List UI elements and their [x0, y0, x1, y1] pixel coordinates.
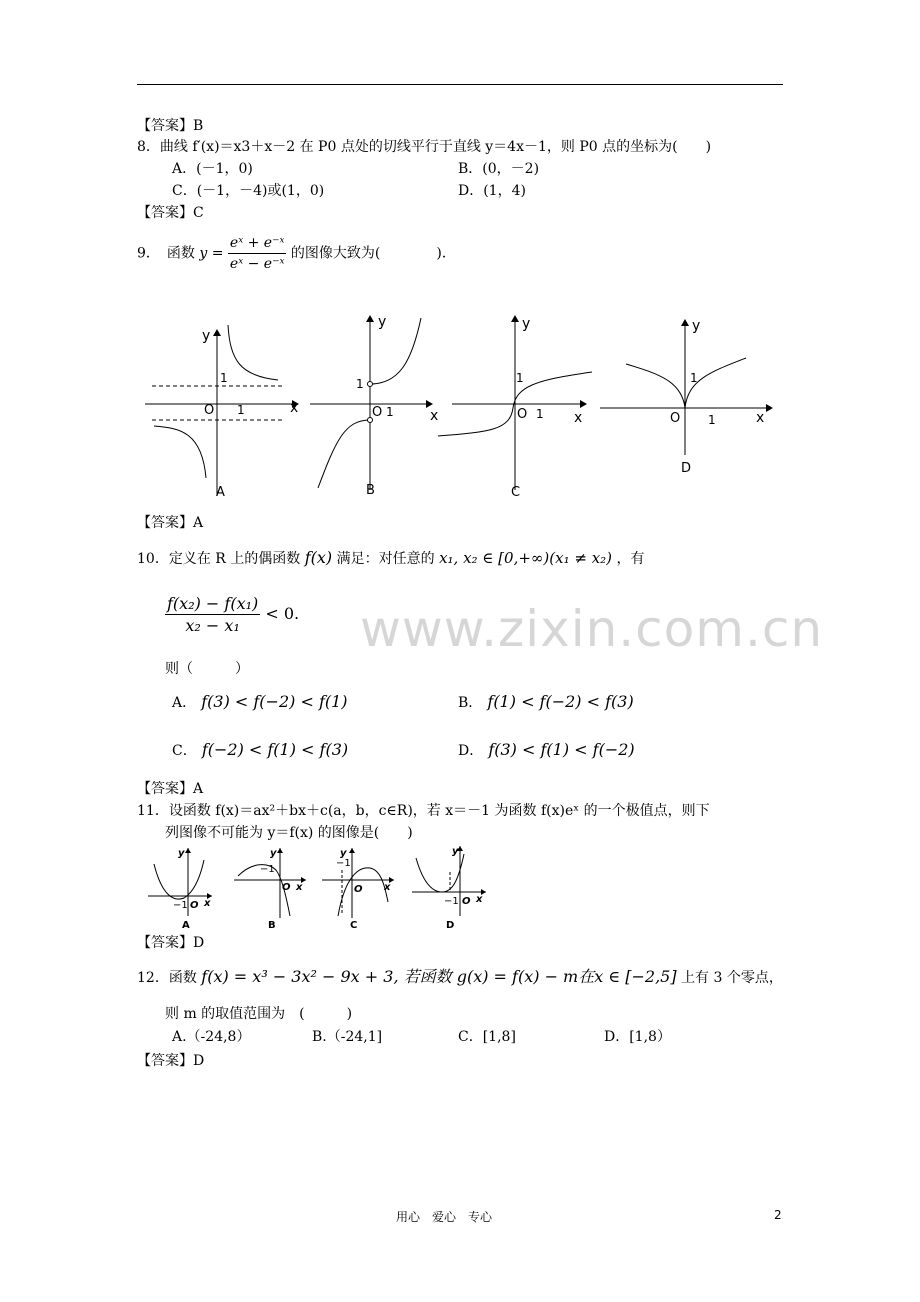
svg-text:x: x	[476, 894, 483, 905]
question-12-suffix: 上有 3 个零点，	[681, 970, 783, 986]
svg-text:O: O	[517, 407, 528, 422]
q11-graph-d-label: D	[446, 920, 455, 931]
graph-a	[145, 325, 298, 500]
svg-text:x: x	[384, 882, 391, 893]
graph-b	[310, 314, 438, 498]
question-10-stem-a: 10．定义在 R 上的偶函数	[137, 551, 301, 567]
svg-text:y: y	[340, 848, 347, 859]
question-9-graphs	[140, 310, 780, 505]
answer-10: 【答案】A	[137, 781, 204, 797]
q11-graph-b	[234, 848, 306, 931]
question-12-line-1	[137, 964, 783, 987]
question-10-numerator: f(x₂) − f(x₁)	[167, 594, 259, 613]
graph-c-label: C	[511, 485, 521, 500]
svg-text:y: y	[522, 316, 531, 332]
question-12-option-d: D．[1,8）	[604, 1029, 671, 1045]
svg-text:−1: −1	[260, 864, 275, 875]
graph-d	[600, 318, 772, 476]
question-10-stem	[137, 548, 644, 568]
question-8-option-b: B．(0，－2)	[458, 161, 540, 177]
q11-graph-c-label: C	[350, 920, 358, 931]
q11-graph-a-label: A	[182, 920, 190, 931]
question-12-prefix: 12．函数	[137, 970, 197, 986]
question-12-line-2: 则 m 的取值范围为 ( )	[165, 1006, 353, 1022]
question-12-expression: f(x) = x³ − 3x² − 9x + 3, 若函数 g(x) = f(x) − m在x ∈ [−2,5]	[201, 967, 677, 986]
svg-text:−1: −1	[173, 900, 188, 911]
svg-text:y: y	[378, 314, 387, 330]
svg-text:O: O	[190, 900, 199, 911]
question-10-option-d-label: D．	[458, 743, 484, 759]
svg-text:1: 1	[690, 371, 698, 385]
question-10-ineq: < 0	[265, 604, 295, 623]
q11-graph-d	[412, 846, 486, 931]
svg-text:1: 1	[356, 377, 364, 391]
answer-11: 【答案】D	[137, 935, 205, 951]
svg-text:−1: −1	[336, 858, 351, 869]
svg-text:x: x	[290, 400, 299, 416]
question-10-option-b	[458, 692, 634, 712]
question-12-option-a: A.（-24,8）	[172, 1029, 251, 1045]
footer-motto: 用心 爱心 专心	[396, 1210, 493, 1224]
question-11-line-2: 列图像不可能为 y＝f(x) 的图像是( )	[165, 825, 413, 841]
question-9-prefix: 9． 函数	[137, 245, 195, 262]
svg-text:1: 1	[386, 405, 394, 419]
question-10-then: 则（ ）	[165, 661, 249, 677]
svg-text:O: O	[670, 411, 681, 426]
svg-text:O: O	[462, 896, 471, 907]
header-rule	[137, 84, 783, 85]
question-10-stem-c: ，有	[616, 551, 645, 567]
question-9-denominator: eˣ − e⁻ˣ	[229, 256, 285, 272]
question-10-option-b-label: B．	[458, 695, 483, 711]
question-10-option-d	[458, 740, 635, 760]
answer-12: 【答案】D	[137, 1053, 205, 1069]
svg-text:x: x	[430, 408, 439, 424]
question-10-denominator: x₂ − x₁	[185, 616, 240, 635]
question-12-option-b: B.（-24,1]	[312, 1029, 383, 1045]
question-12-option-c: C．[1,8]	[458, 1029, 516, 1045]
question-10-inequality: $\frac{\text{f(x₂) − f(x₁)}}{\text{x₂ − x₁}}$ < 0.	[167, 594, 300, 635]
question-9-stem	[137, 234, 456, 273]
question-10-fraction	[165, 594, 260, 635]
q11-graph-c	[322, 848, 394, 931]
svg-text:y: y	[452, 846, 459, 857]
question-9-suffix: 的图像大致为( )．	[290, 245, 456, 262]
question-8-option-a: A．(－1，0)	[172, 161, 253, 177]
answer-7: 【答案】B	[137, 118, 204, 134]
question-8-stem: 8．曲线 f′(x)＝x3＋x－2 在 P0 点处的切线平行于直线 y＝4x－1，则 P0 点的坐标为( )	[137, 139, 712, 155]
svg-text:O: O	[204, 403, 215, 418]
question-10-option-a-label: A．	[172, 695, 197, 711]
watermark: www.zixin.com.cn	[360, 600, 824, 658]
answer-9: 【答案】A	[137, 515, 204, 531]
question-8-option-d: D．(1，4)	[458, 183, 526, 199]
q11-graph-b-label: B	[268, 920, 276, 931]
question-10-option-d-text: f(3) < f(1) < f(−2)	[488, 740, 635, 759]
question-10-option-a-text: f(3) < f(−2) < f(1)	[201, 692, 348, 711]
graph-a-label: A	[216, 485, 225, 500]
svg-text:y: y	[270, 848, 277, 859]
question-9-y: y =	[199, 245, 224, 262]
svg-text:x: x	[204, 898, 211, 909]
svg-text:y: y	[178, 848, 185, 859]
svg-text:1: 1	[536, 407, 544, 421]
graph-d-label: D	[681, 461, 692, 476]
question-9-numerator: eˣ + e⁻ˣ	[228, 234, 287, 254]
svg-text:x: x	[756, 410, 765, 426]
graph-c	[438, 316, 592, 500]
svg-text:O: O	[354, 884, 363, 895]
svg-text:1: 1	[516, 371, 524, 385]
answer-8: 【答案】C	[137, 205, 204, 221]
question-10-stem-b: 满足：对任意的	[336, 551, 435, 567]
graph-b-label: B	[366, 483, 375, 498]
question-11-line-1: 11．设函数 f(x)＝ax²＋bx＋c(a，b，c∈R)，若 x＝－1 为函数 f(x)eˣ 的一个极值点，则下	[137, 803, 710, 819]
question-10-option-c	[172, 740, 348, 760]
question-11-graphs	[140, 842, 500, 932]
question-10-option-a	[172, 692, 348, 712]
question-8-option-c: C．(－1，－4)或(1，0)	[172, 183, 325, 199]
svg-text:x: x	[574, 410, 583, 426]
question-10-option-c-label: C．	[172, 743, 197, 759]
question-10-condition: x₁, x₂ ∈ [0,+∞)(x₁ ≠ x₂)	[439, 549, 613, 567]
svg-text:−1: −1	[444, 896, 459, 907]
svg-text:1: 1	[708, 413, 716, 427]
svg-text:x: x	[296, 882, 303, 893]
question-10-option-c-text: f(−2) < f(1) < f(3)	[201, 740, 349, 759]
svg-text:y: y	[692, 318, 701, 334]
svg-text:1: 1	[220, 371, 228, 385]
question-9-fraction	[228, 234, 287, 273]
svg-text:O: O	[372, 405, 383, 420]
question-10-option-b-text: f(1) < f(−2) < f(3)	[487, 692, 634, 711]
svg-text:y: y	[202, 328, 211, 344]
question-10-fx: f(x)	[304, 548, 333, 567]
svg-text:O: O	[282, 882, 291, 893]
page-number: 2	[774, 1208, 782, 1222]
q11-graph-a	[148, 848, 212, 931]
svg-text:1: 1	[237, 403, 245, 417]
